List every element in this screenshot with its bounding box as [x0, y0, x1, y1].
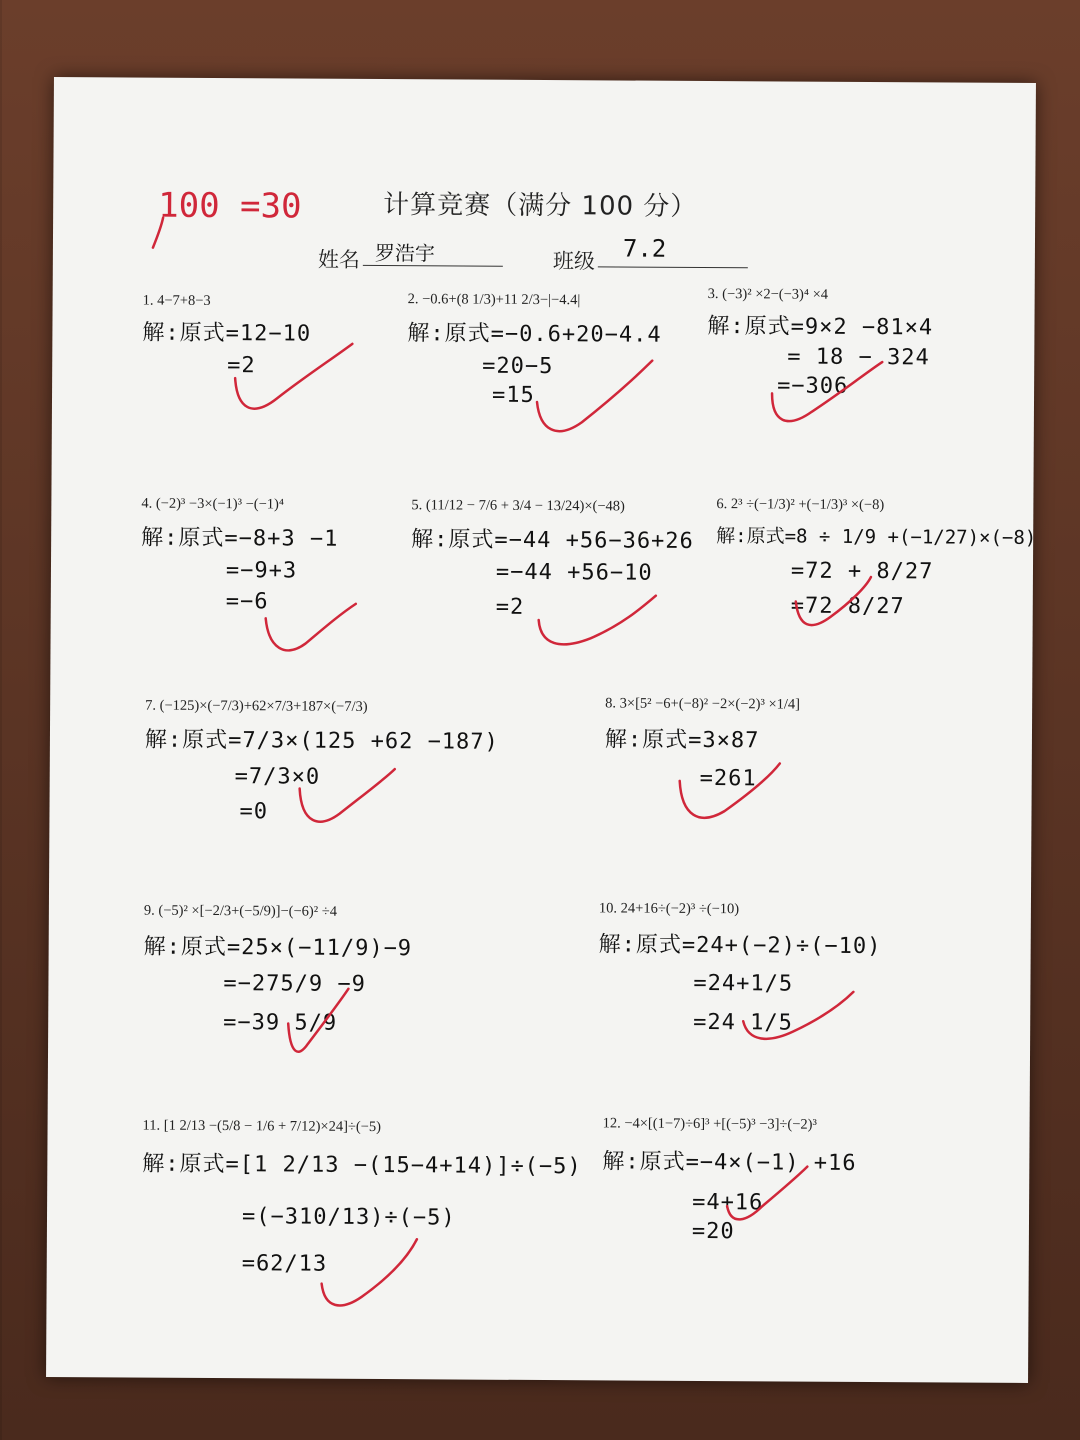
solution-line: 解:原式=7/3×(125 +62 −187): [144, 727, 499, 755]
problem-7: [144, 698, 499, 826]
problem-6: [716, 496, 1037, 620]
problem-4: [141, 496, 339, 615]
solution-line: =−44 +56−10: [495, 559, 653, 586]
worksheet-paper: [46, 77, 1036, 1383]
problem-question: 7. (−125)×(−7/3)+62×7/3+187×(−7/3): [145, 697, 368, 715]
problem-question: 4. (−2)³ −3×(−1)³ −(−1)⁴: [141, 495, 284, 513]
page-title: 计算竞赛（满分 100 分）: [383, 190, 698, 222]
problem-question: 9. (−5)² ×[−2/3+(−5/9)]−(−6)² ÷4: [143, 902, 338, 920]
problem-question: 6. 2³ ÷(−1/3)² +(−1/3)³ ×(−8): [716, 496, 885, 514]
solution-line: = 18 − 324: [787, 344, 930, 371]
solution-line: =−275/9 −9: [223, 971, 366, 997]
class-label: 班级: [552, 249, 595, 274]
solution-line: 解:原式=−4×(−1) +16: [602, 1149, 857, 1176]
solution-line: =20−5: [482, 353, 554, 380]
problem-question: 10. 24+16÷(−2)³ ÷(−10): [598, 900, 740, 918]
problem-9: [143, 903, 412, 1037]
solution-line: =−9+3: [225, 558, 298, 584]
name-field-line: [363, 239, 503, 267]
name-label: 姓名: [317, 247, 360, 272]
class-field-line: [598, 234, 748, 268]
problem-question: 8. 3×[5² −6+(−8)² −2×(−2)³ ×1/4]: [605, 695, 801, 713]
solution-line: =15: [491, 382, 535, 408]
solution-line: =24+1/5: [693, 970, 794, 997]
problem-question: 3. (−3)² ×2−(−3)⁴ ×4: [707, 286, 829, 303]
solution-line: 解:原式=9×2 −81×4: [707, 314, 934, 341]
problem-10: [598, 900, 882, 1036]
solution-line: =261: [699, 765, 757, 792]
solution-line: 解:原式=24+(−2)÷(−10): [598, 932, 882, 960]
solution-line: 解:原式=−0.6+20−4.4: [407, 321, 662, 348]
solution-line: =0: [239, 799, 269, 825]
solution-line: =2: [495, 594, 525, 620]
problem-question: 2. −0.6+(8 1/3)+11 2/3−|−4.4|: [407, 291, 581, 309]
solution-line: =7/3×0: [234, 764, 321, 790]
problem-question: 11. [1 2/13 −(5/8 − 1/6 + 7/12)×24]÷(−5): [142, 1117, 382, 1136]
solution-line: =24 1/5: [693, 1009, 794, 1036]
problem-2: [407, 291, 662, 409]
solution-line: =(−310/13)÷(−5): [241, 1204, 456, 1231]
solution-line: 解:原式=−8+3 −1: [141, 525, 339, 552]
problem-question: 5. (11/12 − 7/6 + 3/4 − 13/24)×(−48): [411, 497, 625, 515]
problem-question: 1. 4−7+8−3: [142, 292, 211, 309]
solution-line: =72 8/27: [790, 593, 905, 620]
problem-11: [142, 1118, 582, 1279]
problem-question: 12. −4×[(1−7)÷6]³ +[(−5)³ −3]÷(−2)³: [602, 1115, 817, 1133]
solution-line: =72 + 8/27: [790, 558, 934, 585]
solution-line: =−39 5/9: [223, 1010, 338, 1036]
problem-8: [605, 695, 800, 791]
name-value: 罗浩宇: [374, 240, 435, 266]
class-value: 7.2: [622, 234, 667, 263]
solution-line: =−306: [777, 373, 849, 399]
solution-line: 解:原式=[1 2/13 −(15−4+14)]÷(−5): [142, 1151, 582, 1180]
problem-12: [602, 1115, 857, 1245]
solution-line: =62/13: [241, 1251, 328, 1277]
problem-5: [411, 497, 694, 621]
solution-line: 解:原式=12−10: [142, 320, 312, 347]
solution-line: =4+16: [692, 1189, 764, 1216]
score-mark: 100 =30: [158, 185, 302, 227]
solution-line: =2: [227, 353, 256, 379]
problem-3: [707, 286, 933, 399]
solution-line: 解:原式=3×87: [604, 727, 760, 754]
solution-line: 解:原式=25×(−11/9)−9: [143, 934, 413, 962]
solution-line: =20: [691, 1218, 735, 1245]
solution-line: 解:原式=−44 +56−36+26: [411, 527, 694, 554]
solution-line: 解:原式=8 ÷ 1/9 +(−1/27)×(−8): [716, 525, 1037, 550]
problem-1: [142, 293, 311, 379]
solution-line: =−6: [225, 589, 269, 615]
